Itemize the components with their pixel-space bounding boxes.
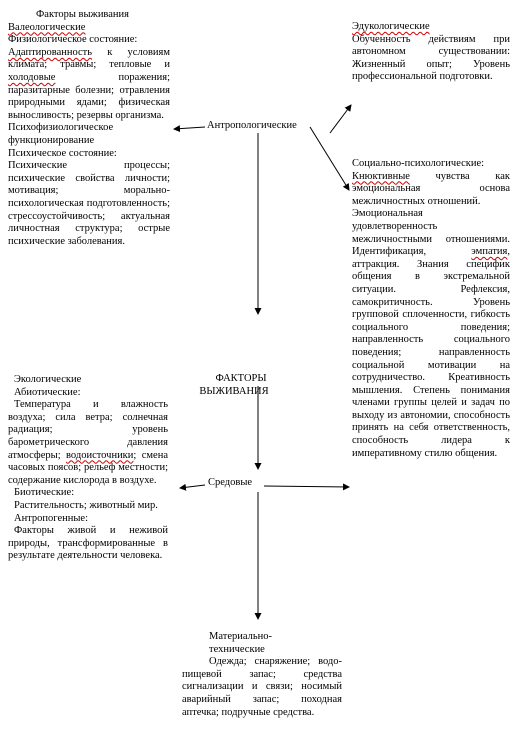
arrow-to-socio-psychological [310, 127, 349, 190]
educological-text: Обученность действиям при автономном существовании: Жизненный опыт; Уровень профессиональной подготовки. [352, 33, 510, 83]
environmental-label: Средовые [208, 477, 253, 488]
anthropogenic-heading: Антропогенные: [14, 512, 88, 524]
anthropogenic-text: Факторы живой и неживой природы, трансформированные в результате деятельности человека. [8, 525, 168, 562]
arrow-to-ecological [180, 485, 205, 488]
center-title-line-1: ФАКТОРЫ [215, 373, 267, 384]
left-title: Факторы выживания [36, 9, 129, 20]
socio-psychological-heading: Социально-психологические: [352, 158, 485, 169]
anthropological-label: Антропологические [207, 120, 297, 131]
abiotic-heading: Абиотические: [14, 386, 81, 398]
abiotic-text: Температура и влажность воздуха; сила ветра; солнечная радиация; уровень барометрического давления атмосферы; водоисточники; смена часовых поясов; рельеф местности; содержание кислорода в воздухе. [8, 399, 168, 486]
arrow-to-valeological [174, 127, 205, 129]
arrow-to-educological [330, 105, 351, 133]
arrow-env-right [264, 486, 349, 487]
valeological-heading: Валеологические [8, 21, 86, 33]
material-technical-text: Одежда; снаряжение; водо-пищевой запас; средства сигнализации и связи; носимый аварийный запас; походная аптечка; подручные средства. [182, 656, 342, 718]
center-title-line-2: ВЫЖИВАНИЯ [199, 385, 269, 397]
socio-psychological-text-1: Кнюктивные чувства как эмоциональная основа межличностных отношений. [352, 170, 510, 207]
ecological-heading: Экологические [14, 374, 82, 385]
psychic-state-heading: Психическое состояние: [8, 147, 117, 159]
material-technical-heading: Материально-технические [209, 631, 272, 655]
psychic-state-text: Психические процессы; психические свойства личности; мотивация; морально-психологическая подготовленность; стрессоустойчивость; актуальная личностная структура; острые психические заболевания. [8, 160, 170, 247]
psychophysiological-heading: Психофизиологическое функционирование [8, 122, 114, 146]
physiological-text: Адаптированность к условиям климата; травмы; тепловые и холодовые поражения; паразитарные болезни; отравления природными ядами; физическая выносливость; резервы организма. [8, 46, 170, 121]
socio-psychological-text-2: Эмоциональная удовлетворенность межличностными отношениями. Идентификация, эмпатия, аттракция. Знания специфик общения в экстремальной ситуации. Рефлексия, самокритичность. Уровень групповой сплоченности, гибкость социального поведения; направленность социального поведения; направленность социальной мотивации на сотрудничество. Креативность мышления. Степень понимания членами группы целей и задач по выходу из автономии, способность принять на себя ответственность, способность лидера к императивному стилю общения. [352, 208, 510, 459]
biotic-heading: Биотические: [14, 487, 75, 499]
biotic-text: Растительность; животный мир. [14, 499, 158, 511]
educological-heading: Эдукологические [352, 21, 430, 32]
physiological-heading: Физиологическое состояние: [8, 34, 138, 46]
